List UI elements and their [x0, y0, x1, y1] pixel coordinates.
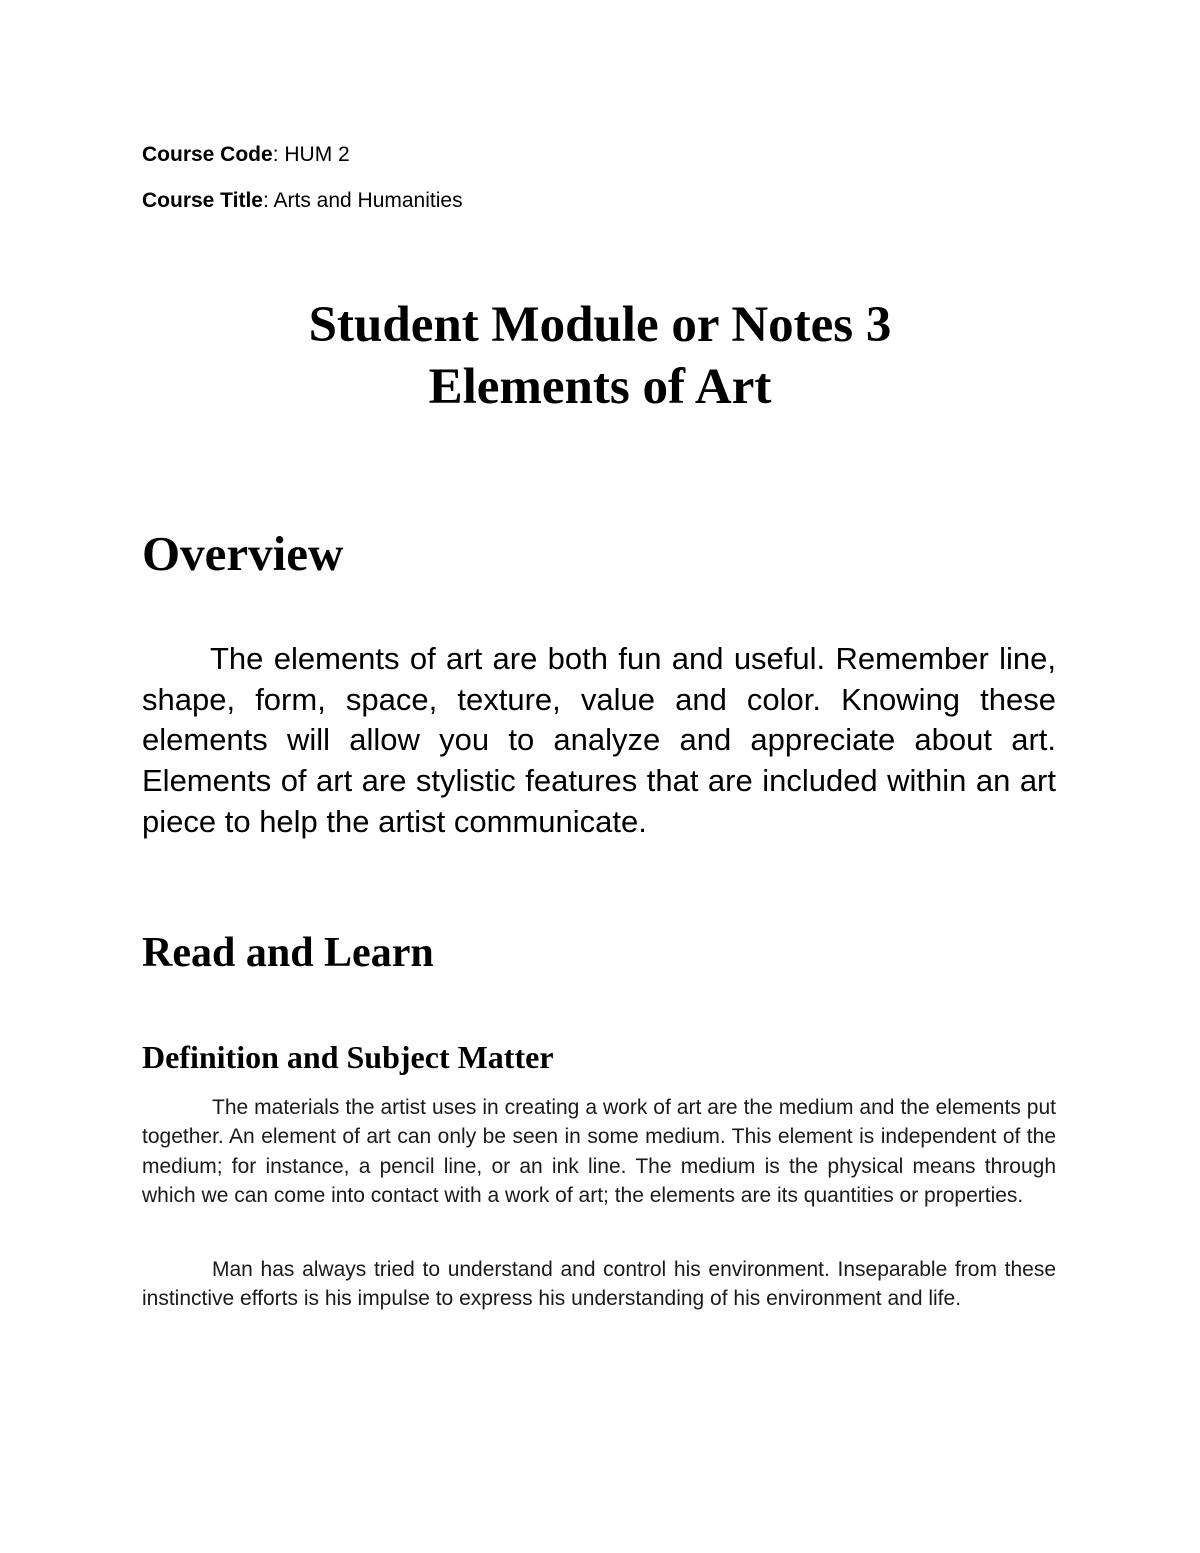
- environment-paragraph: Man has always tried to understand and control his environment. Inseparable from these instinctive efforts is his impulse to express his understanding of his environment and life.: [142, 1258, 1056, 1311]
- course-title-line: [142, 189, 463, 213]
- course-title-label: Course Title: [142, 189, 263, 212]
- document-subtitle: Elements of Art: [428, 359, 772, 415]
- course-code-value: : HUM 2: [272, 143, 350, 166]
- definition-paragraph: The materials the artist uses in creating a work of art are the medium and the elements put together. An element of art can only be seen in some medium. This element is independent of the medium; for instance, a pencil line, or an ink line. The medium is the physical means through which we can come into contact with a work of art; the elements are its quantities or properties.: [142, 1096, 1056, 1208]
- read-and-learn-heading: Read and Learn: [142, 930, 434, 976]
- overview-paragraph: The elements of art are both fun and useful. Remember line, shape, form, space, texture, value and color. Knowing these elements will allow you to analyze and appreciate about art. Elements of art are stylistic features that are included within an art piece to help the artist communicate.: [142, 641, 1056, 839]
- definition-subheading: Definition and Subject Matter: [142, 1039, 554, 1075]
- course-title-value: : Arts and Humanities: [262, 189, 463, 212]
- course-code-line: [142, 143, 350, 167]
- document-title: Student Module or Notes 3: [308, 297, 892, 353]
- course-code-label: Course Code: [142, 143, 273, 166]
- overview-heading: Overview: [142, 526, 344, 581]
